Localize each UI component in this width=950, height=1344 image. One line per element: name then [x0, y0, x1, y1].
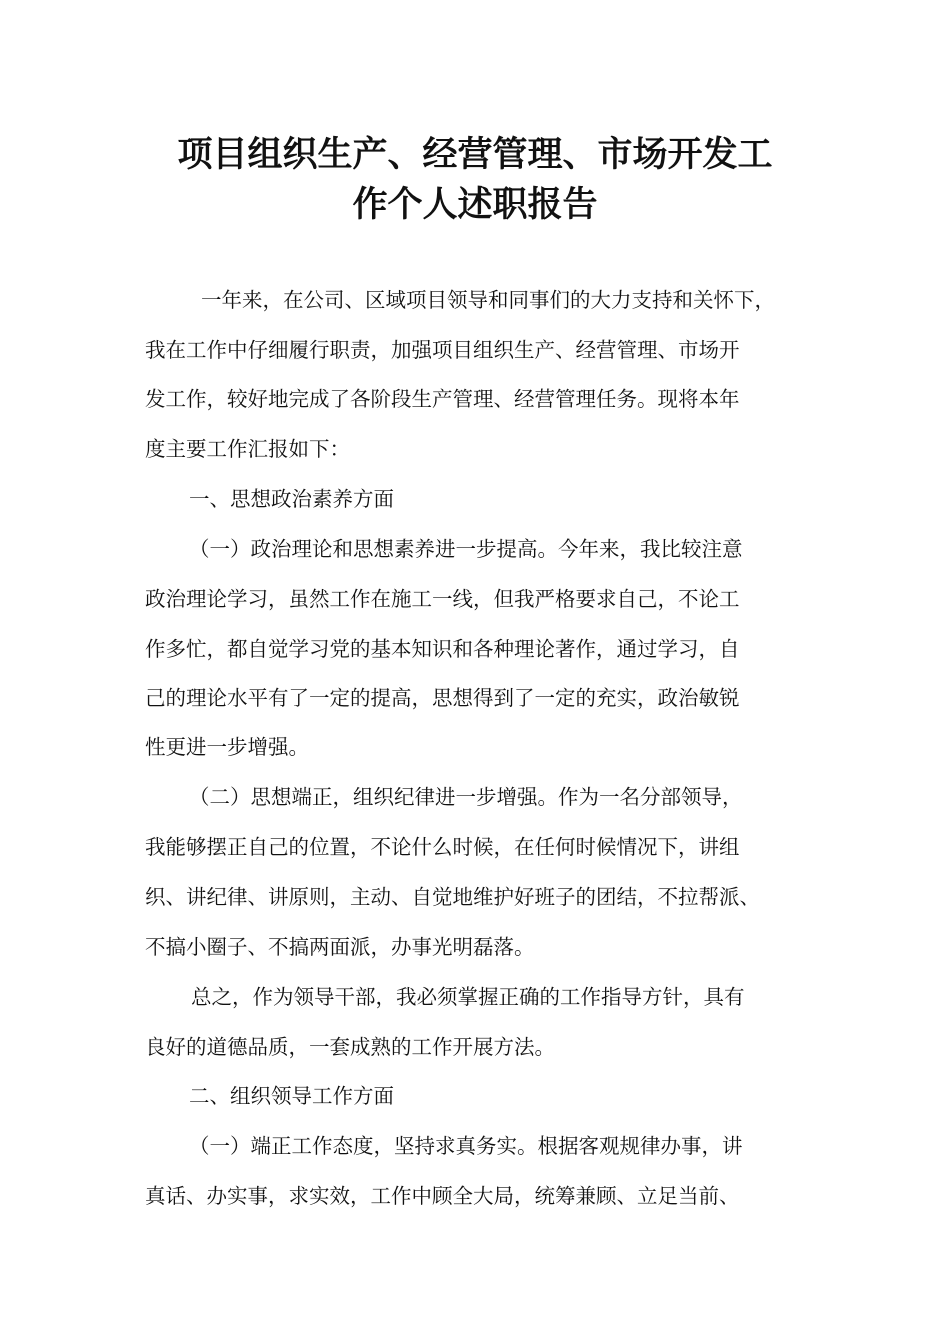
- body-line-19: 真话、办实事，求实效，工作中顾全大局，统筹兼顾、立足当前、: [145, 1184, 740, 1208]
- body-line-3: 发工作，较好地完成了各阶段生产管理、经营管理任务。现将本年: [145, 387, 740, 411]
- body-line-6: （一）政治理论和思想素养进一步提高。今年来，我比较注意: [189, 537, 743, 561]
- body-line-13: 织、讲纪律、讲原则，主动、自觉地维护好班子的团结，不拉帮派、: [145, 885, 760, 909]
- section-heading-2: 二、组织领导工作方面: [189, 1084, 394, 1108]
- body-line-18: （一）端正工作态度，坚持求真务实。根据客观规律办事，讲: [189, 1134, 743, 1158]
- document-title-line-1: 项目组织生产、经营管理、市场开发工: [177, 135, 773, 175]
- body-line-12: 我能够摆正自己的位置，不论什么时候，在任何时候情况下，讲组: [145, 835, 740, 859]
- body-line-15: 总之，作为领导干部，我必须掌握正确的工作指导方针，具有: [191, 985, 745, 1009]
- section-heading-1: 一、思想政治素养方面: [189, 487, 394, 511]
- document-title-line-2: 作个人述职报告: [352, 185, 598, 225]
- body-line-11: （二）思想端正，组织纪律进一步增强。作为一名分部领导，: [189, 785, 743, 809]
- body-line-2: 我在工作中仔细履行职责，加强项目组织生产、经营管理、市场开: [145, 338, 740, 362]
- body-line-9: 己的理论水平有了一定的提高，思想得到了一定的充实，政治敏锐: [145, 686, 740, 710]
- body-line-10: 性更进一步增强。: [145, 735, 309, 759]
- body-line-1: 一年来，在公司、区域项目领导和同事们的大力支持和关怀下，: [201, 288, 775, 312]
- body-line-14: 不搞小圈子、不搞两面派，办事光明磊落。: [145, 935, 535, 959]
- body-line-4: 度主要工作汇报如下：: [145, 437, 350, 461]
- body-line-7: 政治理论学习，虽然工作在施工一线，但我严格要求自己，不论工: [145, 587, 740, 611]
- body-line-16: 良好的道德品质，一套成熟的工作开展方法。: [145, 1035, 555, 1059]
- body-line-8: 作多忙，都自觉学习党的基本知识和各种理论著作，通过学习，自: [145, 637, 740, 661]
